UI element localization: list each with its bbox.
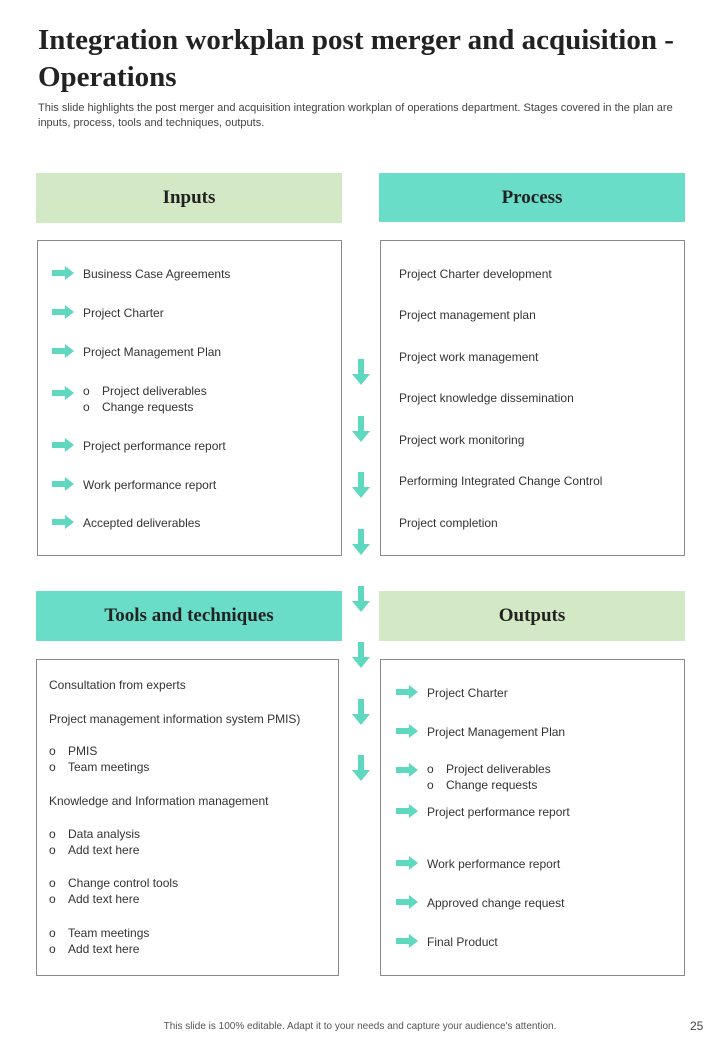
tools-subitem: o Add text here bbox=[49, 842, 140, 858]
tools-subitem: o Data analysis bbox=[49, 826, 140, 842]
inputs-item: Business Case Agreements bbox=[83, 267, 231, 281]
down-arrow-icon bbox=[352, 416, 370, 442]
process-item: Project knowledge dissemination bbox=[399, 391, 574, 405]
right-arrow-icon bbox=[52, 266, 74, 280]
tools-sublist bbox=[49, 743, 149, 775]
tools-item: Project management information system PMIS) bbox=[49, 712, 301, 726]
page-number: 25 bbox=[690, 1019, 704, 1033]
tools-sublist bbox=[49, 925, 149, 957]
tools-header: Tools and techniques bbox=[36, 591, 342, 641]
outputs-sublist bbox=[427, 761, 551, 793]
down-arrow-icon bbox=[352, 359, 370, 385]
outputs-subitem: o Project deliverables bbox=[427, 761, 551, 777]
right-arrow-icon bbox=[396, 763, 418, 777]
process-item: Project Charter development bbox=[399, 267, 552, 281]
tools-subitem: o Change control tools bbox=[49, 875, 178, 891]
outputs-item: Project Management Plan bbox=[427, 725, 566, 739]
page-subtitle: This slide highlights the post merger and acquisition integration workplan of operations department. Stages covered in the plan are inputs, process, tools and techniques, outputs. bbox=[38, 102, 673, 129]
right-arrow-icon bbox=[396, 856, 418, 870]
tools-sublist bbox=[49, 875, 178, 907]
right-arrow-icon bbox=[396, 685, 418, 699]
right-arrow-icon bbox=[396, 895, 418, 909]
right-arrow-icon bbox=[52, 515, 74, 529]
inputs-item: Accepted deliverables bbox=[83, 516, 201, 530]
tools-subitem: o Add text here bbox=[49, 941, 149, 957]
right-arrow-icon bbox=[52, 305, 74, 319]
right-arrow-icon bbox=[396, 724, 418, 738]
tools-subitem: o Team meetings bbox=[49, 925, 149, 941]
process-header: Process bbox=[379, 173, 685, 222]
down-arrow-icon bbox=[352, 755, 370, 781]
outputs-item: Project performance report bbox=[427, 805, 570, 819]
outputs-item: Final Product bbox=[427, 935, 498, 949]
tools-item: Knowledge and Information management bbox=[49, 794, 269, 808]
process-item: Project management plan bbox=[399, 308, 536, 322]
right-arrow-icon bbox=[52, 477, 74, 491]
process-item: Project work monitoring bbox=[399, 433, 525, 447]
process-item: Project work management bbox=[399, 350, 539, 364]
right-arrow-icon bbox=[52, 344, 74, 358]
outputs-item: Approved change request bbox=[427, 896, 565, 910]
right-arrow-icon bbox=[396, 934, 418, 948]
inputs-item: Work performance report bbox=[83, 478, 217, 492]
inputs-item: Project Charter bbox=[83, 306, 164, 320]
outputs-subitem: o Change requests bbox=[427, 777, 551, 793]
footer-note: This slide is 100% editable. Adapt it to your needs and capture your audience's attention. bbox=[163, 1021, 557, 1032]
outputs-item: Project Charter bbox=[427, 686, 508, 700]
inputs-header: Inputs bbox=[36, 173, 342, 223]
inputs-subitem: o Project deliverables bbox=[83, 383, 207, 399]
right-arrow-icon bbox=[52, 438, 74, 452]
right-arrow-icon bbox=[52, 386, 74, 400]
down-arrow-icon bbox=[352, 529, 370, 555]
inputs-item: Project performance report bbox=[83, 439, 226, 453]
outputs-header: Outputs bbox=[379, 591, 685, 641]
tools-subitem: o Team meetings bbox=[49, 759, 149, 775]
tools-item: Consultation from experts bbox=[49, 678, 186, 692]
inputs-sublist bbox=[83, 383, 207, 415]
tools-subitem: o PMIS bbox=[49, 743, 149, 759]
outputs-item: Work performance report bbox=[427, 857, 561, 871]
process-item: Performing Integrated Change Control bbox=[399, 474, 603, 488]
right-arrow-icon bbox=[396, 804, 418, 818]
down-arrow-icon bbox=[352, 586, 370, 612]
down-arrow-icon bbox=[352, 699, 370, 725]
tools-subitem: o Add text here bbox=[49, 891, 178, 907]
down-arrow-icon bbox=[352, 472, 370, 498]
page-title: Integration workplan post merger and acquisition - Operations bbox=[38, 24, 674, 93]
inputs-item: Project Management Plan bbox=[83, 345, 222, 359]
process-item: Project completion bbox=[399, 516, 498, 530]
tools-sublist bbox=[49, 826, 140, 858]
inputs-subitem: o Change requests bbox=[83, 399, 207, 415]
down-arrow-icon bbox=[352, 642, 370, 668]
